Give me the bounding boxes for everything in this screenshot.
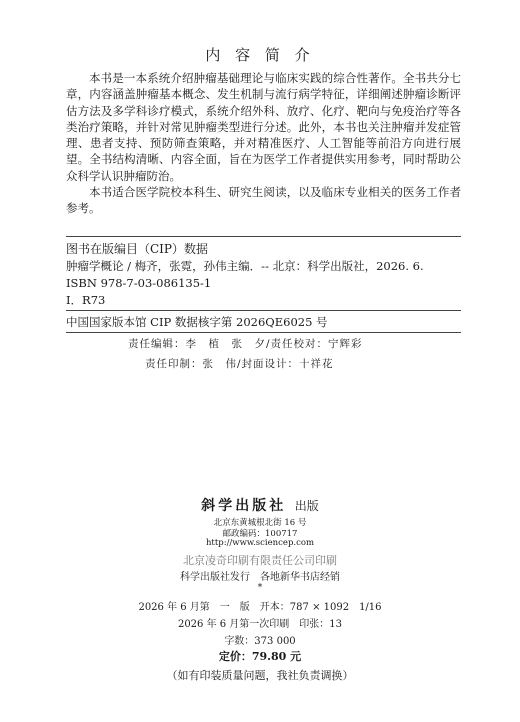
edition-info: 2026 年 6 月第 一 版 开本：787 × 1092 1/16	[138, 602, 382, 613]
cip-classification: Ⅰ．R73	[66, 293, 106, 307]
publisher-website: http://www.sciencep.com	[205, 538, 315, 548]
publisher-logo	[0, 495, 520, 515]
cip-library-number: 中国国家版本馆 CIP 数据核字第 2026QE6025 号	[66, 315, 328, 329]
summary-body	[66, 70, 461, 217]
publisher-suffix: 出版	[294, 499, 319, 513]
word-count: 字数：373 000	[224, 636, 296, 647]
distribution: 科学出版社发行 各地新华书店经销	[180, 572, 340, 583]
printer: 北京凌奇印刷有限责任公司印刷	[183, 554, 337, 567]
cip-mid-rule	[66, 310, 461, 311]
cip-block	[66, 241, 461, 309]
printing-info: 2026 年 6 月第一次印刷 印张：13	[177, 619, 343, 630]
cip-top-rule	[66, 236, 461, 237]
cip-bottom-rule	[66, 332, 461, 333]
summary-paragraph: 本书适合医学院校本科生、研究生阅读，以及临床专业相关的医务工作者参考。	[66, 185, 461, 216]
cip-isbn: ISBN 978-7-03-086135-1	[66, 276, 212, 290]
quality-notice: （如有印装质量问题，我社负责调换）	[166, 669, 354, 682]
cip-bibliographic-line: 肿瘤学概论 / 梅齐，张霓，孙伟主编．-- 北京：科学出版社，2026. 6.	[66, 259, 424, 273]
credits-line-editors: 责任编辑：李 植 张 夕/责任校对：宁辉彩	[128, 338, 363, 350]
separator: *	[257, 583, 263, 593]
publisher-address: 北京东黄城根北街 16 号	[213, 518, 307, 528]
publisher-logo-text: 斜学出版社	[201, 498, 287, 514]
summary-heading: 内 容 简 介	[205, 46, 315, 64]
credits-line-printing: 责任印制：张 伟/封面设计：十祥花	[145, 358, 334, 370]
publisher-postcode: 邮政编码：100717	[222, 529, 298, 539]
summary-paragraph: 本书是一本系统介绍肿瘤基础理论与临床实践的综合性著作。全书共分七章，内容涵盖肿瘤基本概念、发生机制与流行病学特征，详细阐述肿瘤诊断评估方法及多学科诊疗模式，系统介绍外科、放疗、化疗、靶向与免疫治疗等各类治疗策略，并针对常见肿瘤类型进行分述。此外，本书也关注肿瘤并发症管理、患者支持、预防筛查策略，并对精准医疗、人工智能等前沿方向进行展望。全书结构清晰、内容全面，旨在为医学工作者提供实用参考，同时帮助公众科学认识肿瘤防治。	[66, 71, 461, 183]
cip-title: 图书在版编目（CIP）数据	[66, 242, 208, 256]
price: 定价：79.80 元	[218, 650, 302, 663]
